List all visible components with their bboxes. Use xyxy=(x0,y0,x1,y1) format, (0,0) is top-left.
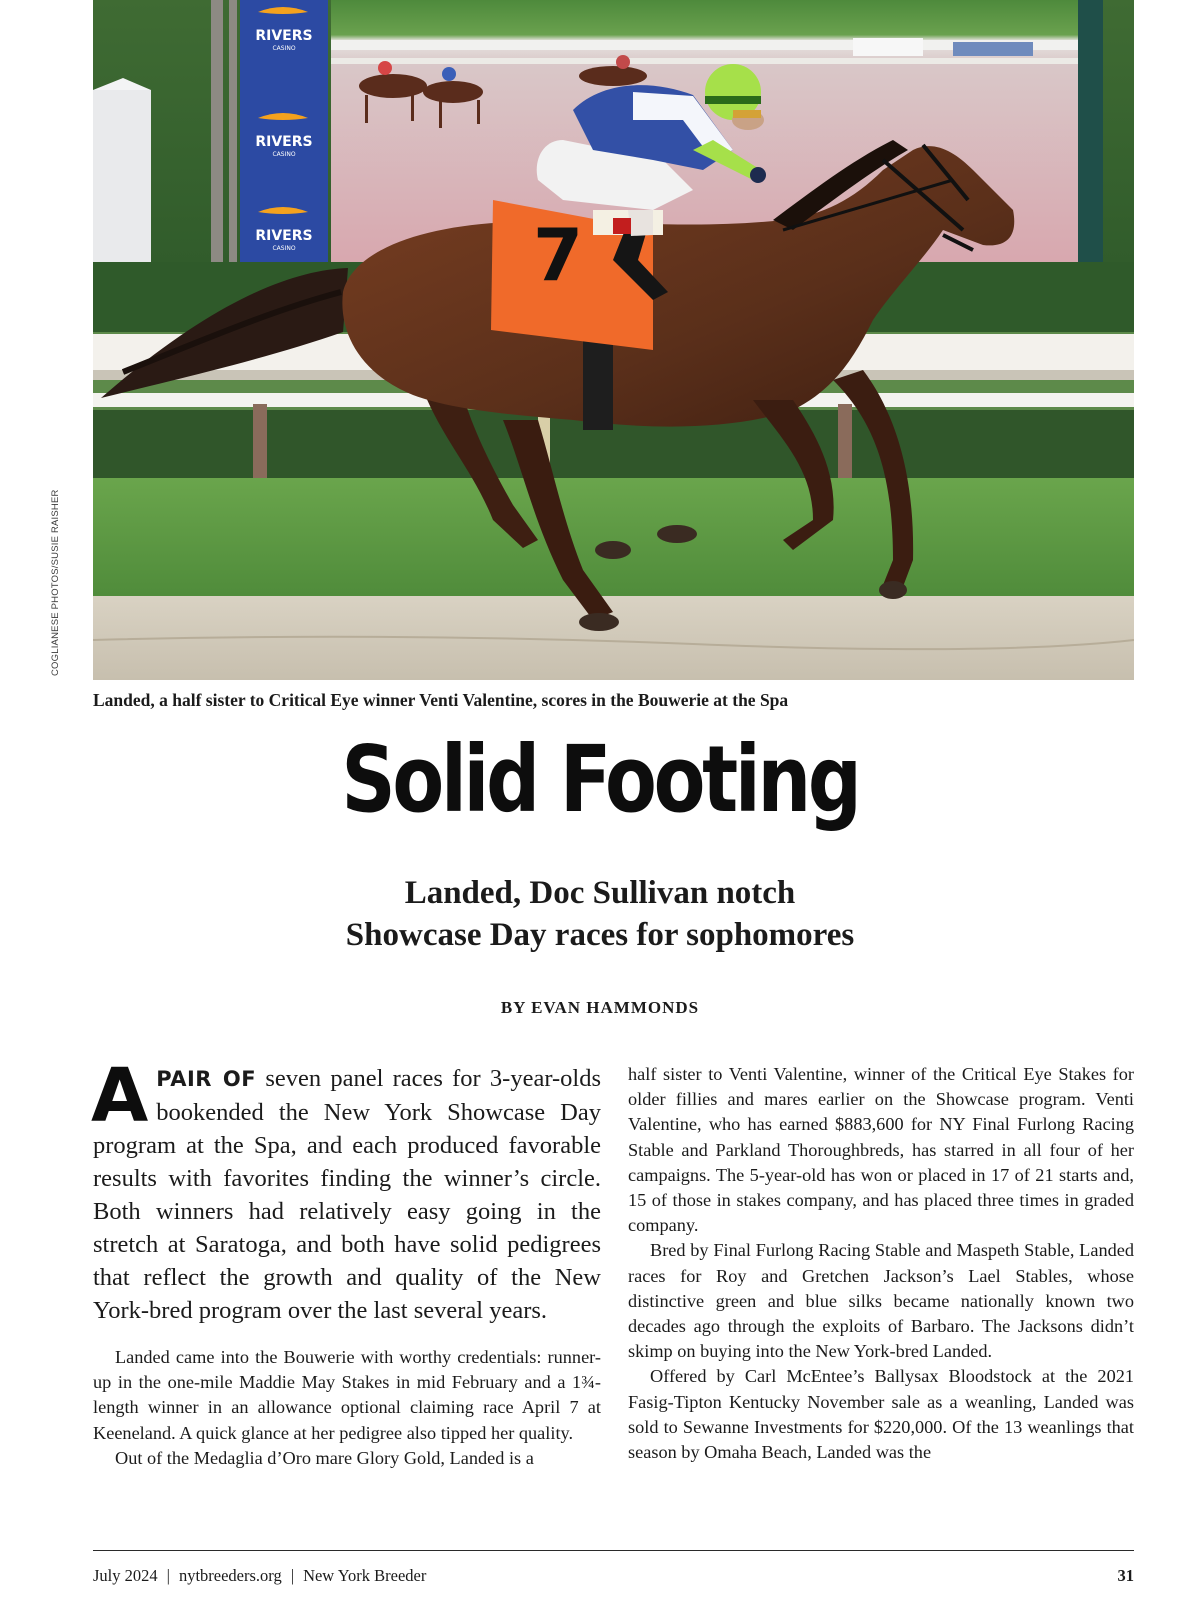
lead-caps: PAIR OF xyxy=(156,1067,257,1091)
body-paragraph: Bred by Final Furlong Racing Stable and Maspeth Stable, Landed races for Roy and Gretchen Jackson’s Lael Stables, whose distinctive green and blue silks became nationally known two decades ago through the exploits of Barbaro. The Jacksons didn’t skimp on buying into the New York-bred Landed. xyxy=(628,1240,1134,1362)
byline: BY EVAN HAMMONDS xyxy=(500,998,700,1017)
lead-paragraph xyxy=(91,1053,601,1327)
body-paragraph: Landed came into the Bouwerie with worthy credentials: runner-up in the one-mile Maddie May Stakes in mid February and a 1¾-length winner in an allowance optional claiming race April 7 at Keeneland. A quick glance at her pedigree also tipped her quality. xyxy=(93,1347,601,1443)
footer-rule xyxy=(93,1550,1134,1551)
page-footer xyxy=(93,1566,1134,1586)
deck xyxy=(0,872,1200,956)
article-column-left xyxy=(91,1053,601,1471)
page-number: 31 xyxy=(1117,1566,1134,1585)
drop-cap: A xyxy=(91,1053,149,1139)
svg-text:CASINO: CASINO xyxy=(272,245,296,252)
svg-text:RIVERS: RIVERS xyxy=(255,228,313,244)
photo-caption: Landed, a half sister to Critical Eye winner Venti Valentine, scores in the Bouwerie at the Spa xyxy=(93,690,789,710)
footer-separator: | xyxy=(290,1566,295,1585)
body-paragraph-continued: half sister to Venti Valentine, winner of the Critical Eye Stakes for older fillies and mares earlier on the Showcase program. Venti Valentine, who has earned $883,600 for NY Final Furlong Racing Stable and Parkland Thoroughbreds, has starred in all four of her campaigns. The 5-year-old has won or placed in 17 of 21 starts and, 15 of those in stakes company, and has placed three times in graded company. xyxy=(628,1064,1134,1236)
hero-photo xyxy=(93,0,1134,680)
saddlecloth-number: 7 xyxy=(533,213,584,297)
footer-website: nytbreeders.org xyxy=(178,1566,282,1585)
body-paragraph: Out of the Medaglia d’Oro mare Glory Gold, Landed is a xyxy=(115,1447,534,1468)
svg-text:RIVERS: RIVERS xyxy=(255,28,313,44)
body-paragraph: Offered by Carl McEntee’s Ballysax Bloodstock at the 2021 Fasig-Tipton Kentucky November sale as a weanling, Landed was sold to Sewanne Investments for $220,000. Of the 13 weanlings that season by Omaha Beach, Landed was the xyxy=(628,1366,1134,1463)
svg-text:CASINO: CASINO xyxy=(272,45,296,52)
racing-scene-illustration xyxy=(93,0,1134,680)
footer-date: July 2024 xyxy=(93,1566,158,1585)
photo-credit: COGLIANESE PHOTOS/SUSIE RAISHER xyxy=(50,489,61,676)
deck-line-2: Showcase Day races for sophomores xyxy=(345,917,855,953)
svg-text:RIVERS: RIVERS xyxy=(255,134,313,150)
lead-text: seven panel races for 3-year-olds bookended the New York Showcase Day program at the Spa, and each produced favorable results with favorites finding the winner’s circle. Both winners had relatively easy going in the stretch at Saratoga, and both have solid pedigrees that reflect the growth and quality of the New York-bred program over the last several years. xyxy=(93,1065,601,1324)
footer-separator: | xyxy=(166,1566,170,1585)
article-column-right xyxy=(628,1062,1134,1465)
footer-publication: New York Breeder xyxy=(303,1566,427,1585)
headline: Solid Footing xyxy=(341,726,859,833)
deck-line-1: Landed, Doc Sullivan notch xyxy=(404,875,796,911)
svg-text:CASINO: CASINO xyxy=(272,151,296,158)
